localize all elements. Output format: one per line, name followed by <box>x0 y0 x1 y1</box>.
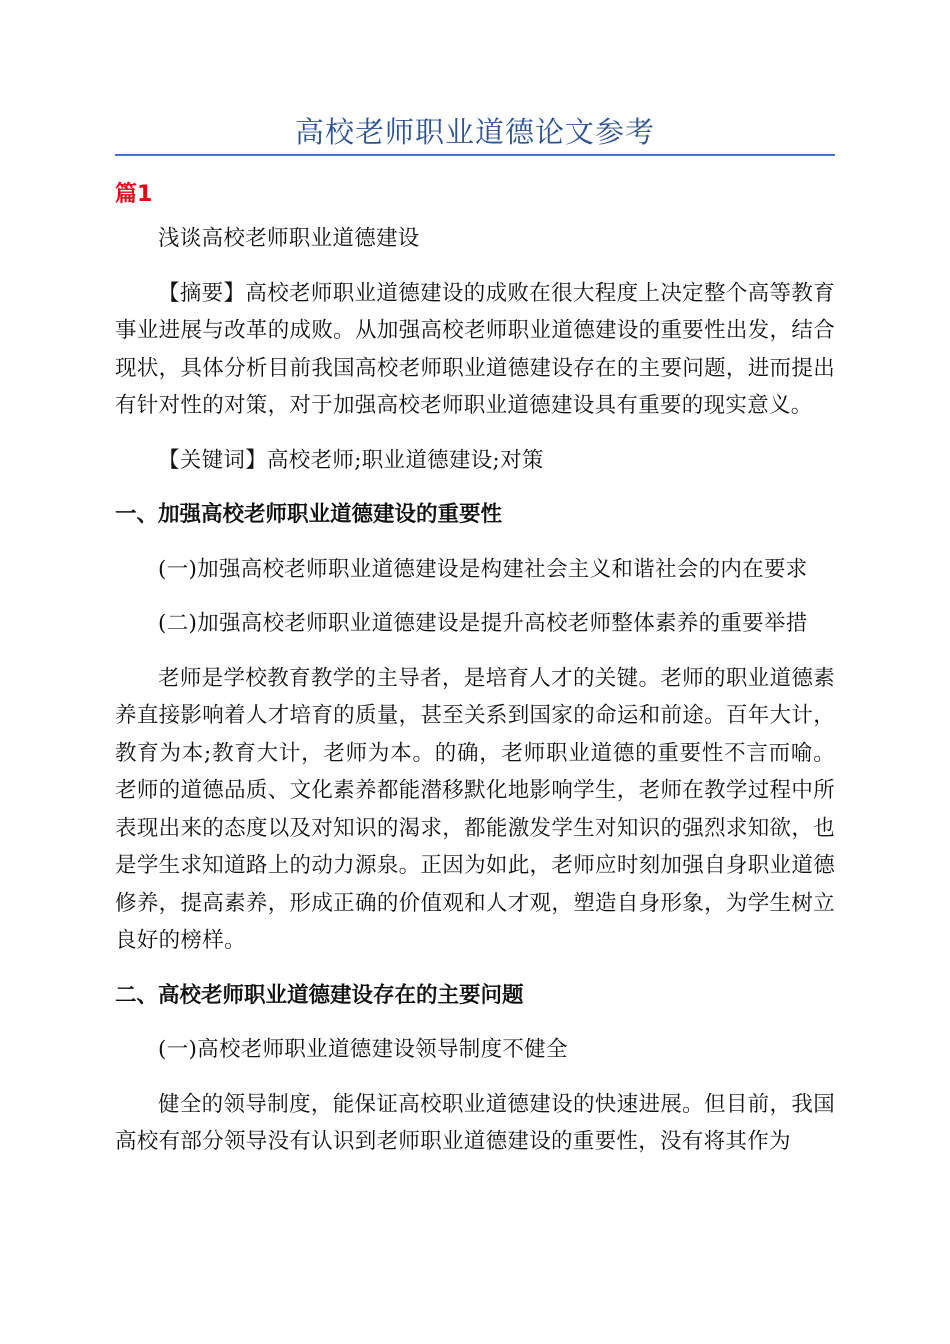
subheading-2-1: (一)高校老师职业道德建设领导制度不健全 <box>158 1037 568 1062</box>
title-divider <box>115 154 835 156</box>
subheading-1-1: (一)加强高校老师职业道德建设是构建社会主义和谐社会的内在要求 <box>158 556 808 582</box>
abstract-paragraph: 【摘要】高校老师职业道德建设的成败在很大程度上决定整个高等教育事业进展与改革的成败。从加强高校老师职业道德建设的重要性出发，结合现状，具体分析目前我国高校老师职业道德建设存在的主要问题，进而提出有针对性的对策，对于加强高校老师职业道德建设具有重要的现实意义。 <box>115 280 835 418</box>
body-paragraph-2: 健全的领导制度，能保证高校职业道德建设的快速进展。但目前，我国高校有部分领导没有认识到老师职业道德建设的重要性，没有将其作为 <box>115 1091 835 1154</box>
subheading-1-2: (二)加强高校老师职业道德建设是提升高校老师整体素养的重要举措 <box>158 611 808 636</box>
body-paragraph-1: 老师是学校教育教学的主导者，是培育人才的关键。老师的职业道德素养直接影响着人才培育的质量，甚至关系到国家的命运和前途。百年大计，教育为本;教育大计，老师为本。的确，老师职业道德的重要性不言而喻。老师的道德品质、文化素养都能潜移默化地影响学生，老师在教学过程中所表现出来的态度以及对知识的渴求，都能激发学生对知识的强烈求知欲，也是学生求知道路上的动力源泉。正因为如此，老师应时刻加强自身职业道德修养，提高素养，形成正确的价值观和人才观，塑造自身形象，为学生树立良好的榜样。 <box>115 665 835 953</box>
article-subtitle: 浅谈高校老师职业道德建设 <box>158 226 420 251</box>
section-heading-2: 二、高校老师职业道德建设存在的主要问题 <box>115 982 524 1008</box>
section-heading-1: 一、加强高校老师职业道德建设的重要性 <box>115 502 503 527</box>
document-title: 高校老师职业道德论文参考 <box>294 115 655 149</box>
keywords-paragraph: 【关键词】高校老师;职业道德建设;对策 <box>158 447 544 473</box>
document-body <box>115 220 835 1161</box>
section-tag: 篇1 <box>115 182 153 207</box>
